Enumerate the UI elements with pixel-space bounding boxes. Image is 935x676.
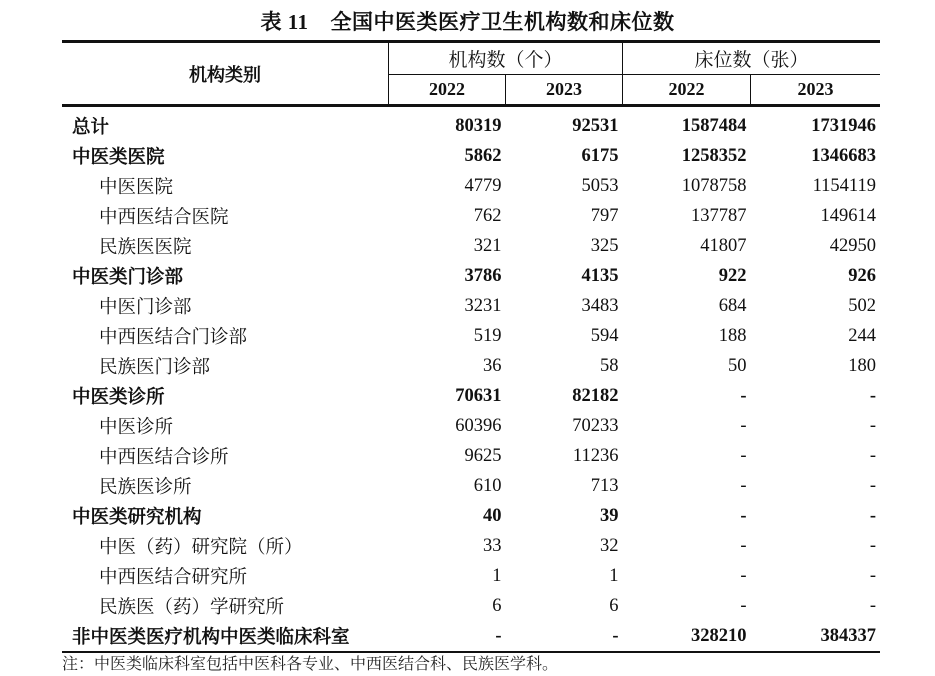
column-header-beds-2022: 2022	[623, 75, 751, 106]
cell-beds-2022: -	[740, 505, 747, 526]
cell-beds-2022: 328210	[623, 621, 751, 652]
cell-beds-2023: 926	[848, 265, 876, 286]
cell-inst-2023: 6175	[581, 145, 619, 166]
cell-inst-2022: 5862	[464, 145, 502, 166]
table-row	[62, 141, 880, 171]
cell-inst-2023: 5053	[581, 175, 619, 196]
cell-beds-2022: 50	[728, 355, 747, 376]
column-header-category: 机构类别	[62, 42, 389, 106]
cell-inst-2022: 610	[473, 475, 502, 496]
cell-beds-2022: 684	[718, 295, 747, 316]
row-label: 总计	[72, 118, 110, 138]
table-row	[62, 621, 880, 652]
row-label: 中西医结合医院	[99, 208, 229, 228]
table-row	[62, 561, 880, 591]
cell-beds-2022: -	[740, 535, 747, 556]
table-row	[62, 591, 880, 621]
cell-beds-2023: -	[869, 475, 876, 496]
column-header-inst-2022: 2022	[389, 75, 506, 106]
cell-inst-2022: 3786	[464, 265, 502, 286]
cell-inst-2023: 32	[600, 535, 619, 556]
table-row	[62, 531, 880, 561]
column-group-beds: 床位数（张）	[623, 42, 881, 75]
row-label: 中西医结合门诊部	[99, 328, 248, 348]
cell-beds-2022: 41807	[700, 235, 747, 256]
column-header-beds-2023: 2023	[751, 75, 881, 106]
data-table	[62, 40, 880, 653]
cell-beds-2022: 922	[718, 265, 747, 286]
cell-inst-2022: 6	[492, 595, 502, 616]
cell-beds-2023: 244	[848, 325, 876, 346]
cell-beds-2023: -	[869, 595, 876, 616]
cell-inst-2022: 519	[473, 325, 502, 346]
cell-inst-2023: 1	[609, 565, 619, 586]
row-label: 民族医医院	[99, 238, 192, 258]
cell-beds-2022: -	[740, 385, 747, 406]
table-row	[62, 381, 880, 411]
row-label: 民族医诊所	[99, 478, 192, 498]
cell-beds-2022: -	[740, 475, 747, 496]
table-row	[62, 261, 880, 291]
table-row	[62, 471, 880, 501]
cell-beds-2023: -	[869, 385, 876, 406]
cell-inst-2023: -	[506, 621, 623, 652]
cell-beds-2023: 42950	[829, 235, 876, 256]
cell-beds-2022: 137787	[691, 205, 747, 226]
cell-beds-2023: -	[869, 415, 876, 436]
table-row	[62, 321, 880, 351]
cell-inst-2023: 594	[590, 325, 619, 346]
row-label: 中医医院	[99, 178, 174, 198]
table-row	[62, 201, 880, 231]
cell-inst-2022: 321	[473, 235, 502, 256]
table-note: 注：中医类临床科室包括中医科各专业、中西医结合科、民族医学科。	[62, 656, 559, 673]
cell-inst-2023: 325	[590, 235, 619, 256]
table-title-text: 全国中医类医疗卫生机构数和床位数	[330, 10, 675, 34]
cell-beds-2023: 384337	[751, 621, 881, 652]
table-number: 表 11	[260, 10, 309, 34]
row-label: 中医门诊部	[99, 298, 192, 318]
cell-inst-2023: 58	[600, 355, 619, 376]
cell-inst-2023: 11236	[572, 445, 619, 466]
cell-inst-2022: 60396	[455, 415, 502, 436]
row-label: 中医类研究机构	[72, 508, 202, 528]
cell-inst-2023: 82182	[572, 385, 619, 406]
table-row	[62, 411, 880, 441]
row-label: 民族医（药）学研究所	[99, 598, 285, 618]
row-label: 非中医类医疗机构中医类临床科室	[62, 621, 389, 652]
cell-inst-2023: 4135	[581, 265, 619, 286]
cell-inst-2023: 39	[600, 505, 619, 526]
cell-inst-2022: 36	[483, 355, 502, 376]
column-group-institutions: 机构数（个）	[389, 42, 623, 75]
cell-beds-2023: -	[869, 565, 876, 586]
row-label: 中西医结合研究所	[99, 568, 248, 588]
row-label: 中医（药）研究院（所）	[99, 538, 303, 558]
cell-beds-2023: 180	[848, 355, 876, 376]
cell-inst-2022: 40	[483, 505, 502, 526]
cell-inst-2023: 713	[590, 475, 619, 496]
cell-beds-2023: -	[869, 445, 876, 466]
cell-beds-2023: 1154119	[812, 175, 876, 196]
cell-inst-2022: 3231	[464, 295, 502, 316]
cell-inst-2023: 92531	[572, 115, 619, 136]
cell-inst-2022: -	[389, 621, 506, 652]
cell-beds-2022: -	[740, 595, 747, 616]
row-label: 中医类门诊部	[72, 268, 184, 288]
cell-inst-2022: 9625	[464, 445, 502, 466]
cell-beds-2022: -	[740, 565, 747, 586]
cell-beds-2022: -	[740, 415, 747, 436]
row-label: 民族医门诊部	[99, 358, 211, 378]
cell-inst-2022: 80319	[455, 115, 502, 136]
cell-beds-2023: 1731946	[811, 115, 876, 136]
table-row	[62, 171, 880, 201]
table-row	[62, 501, 880, 531]
table-row	[62, 351, 880, 381]
cell-beds-2023: -	[869, 535, 876, 556]
row-label: 中医类诊所	[72, 388, 165, 408]
cell-beds-2023: 149614	[820, 205, 876, 226]
cell-beds-2023: -	[869, 505, 876, 526]
cell-beds-2022: -	[740, 445, 747, 466]
table-row	[62, 231, 880, 261]
cell-inst-2022: 762	[473, 205, 502, 226]
cell-inst-2022: 33	[483, 535, 502, 556]
row-label: 中西医结合诊所	[99, 448, 229, 468]
row-label: 中医诊所	[99, 418, 174, 438]
table-title	[0, 6, 935, 36]
cell-inst-2022: 70631	[455, 385, 502, 406]
cell-beds-2022: 1258352	[681, 145, 747, 166]
cell-beds-2022: 1078758	[681, 175, 747, 196]
cell-inst-2023: 6	[609, 595, 619, 616]
cell-inst-2023: 70233	[572, 415, 619, 436]
table-body	[62, 106, 880, 653]
cell-beds-2022: 1587484	[681, 115, 747, 136]
cell-beds-2023: 1346683	[811, 145, 876, 166]
cell-beds-2022: 188	[718, 325, 747, 346]
table-row	[62, 291, 880, 321]
column-header-inst-2023: 2023	[506, 75, 623, 106]
table-row	[62, 441, 880, 471]
table-row	[62, 106, 880, 142]
cell-inst-2022: 4779	[464, 175, 502, 196]
cell-inst-2022: 1	[492, 565, 502, 586]
cell-inst-2023: 3483	[581, 295, 619, 316]
row-label: 中医类医院	[72, 148, 165, 168]
cell-beds-2023: 502	[848, 295, 876, 316]
cell-inst-2023: 797	[590, 205, 619, 226]
